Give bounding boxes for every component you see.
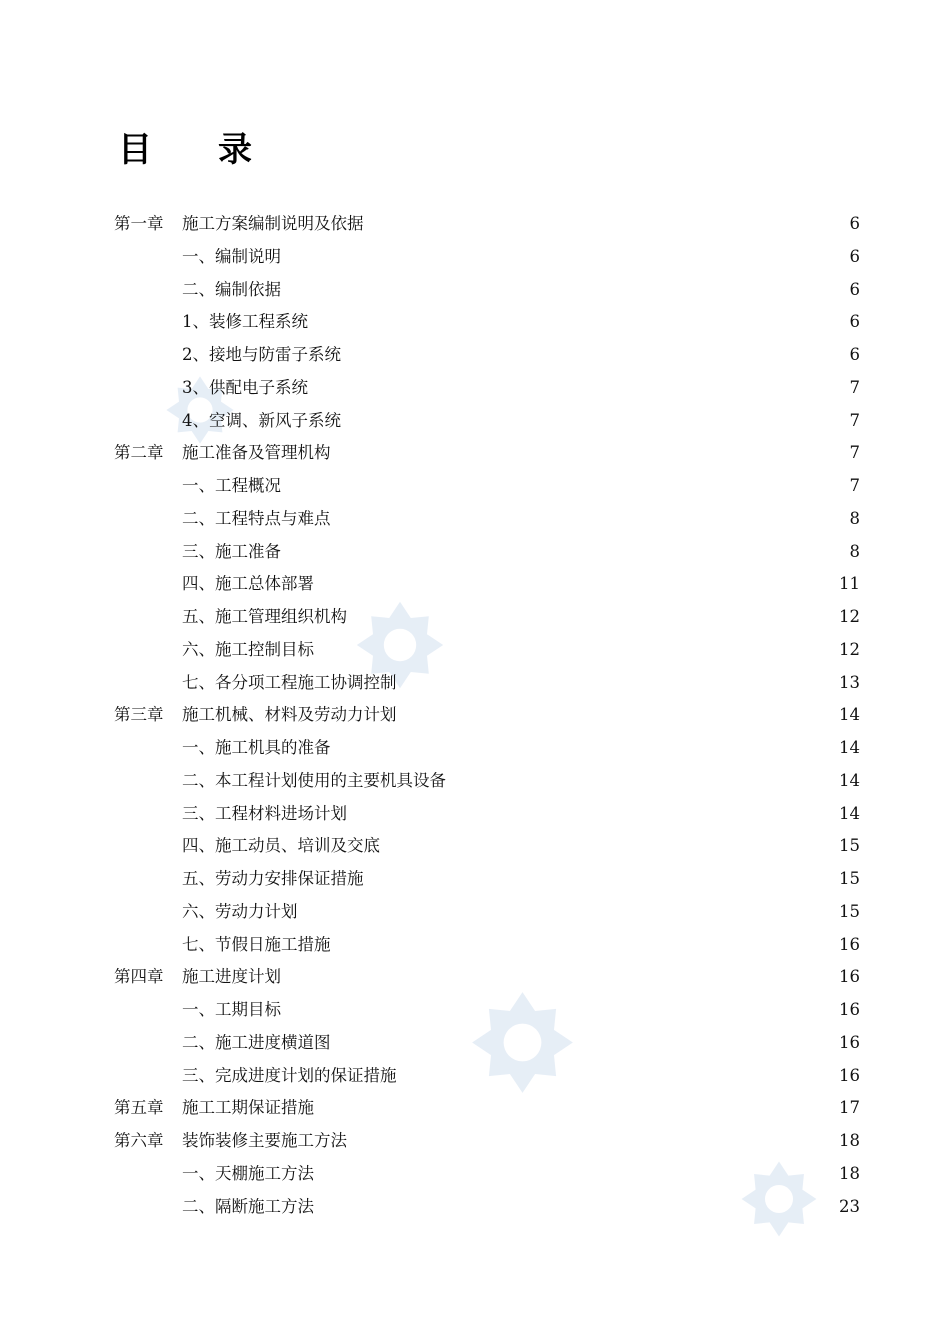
- page-title: [118, 122, 253, 171]
- toc-entry-number: 二、: [182, 1196, 215, 1216]
- toc-section-entry[interactable]: [182, 765, 860, 797]
- toc-entry-number: 四、: [182, 836, 215, 856]
- toc-section-entry[interactable]: [182, 929, 860, 961]
- toc-entry-number: 五、: [182, 607, 215, 626]
- toc-section-entry[interactable]: [182, 372, 860, 404]
- toc-page-number: 18: [839, 1131, 860, 1150]
- toc-entry-number: 二、: [182, 770, 215, 790]
- toc-entry-title: 天棚施工方法: [215, 1163, 314, 1183]
- toc-entry-number: 4、: [182, 410, 209, 430]
- toc-page-number: 14: [839, 770, 860, 790]
- toc-section-entry[interactable]: [182, 830, 860, 862]
- toc-page-number: 11: [839, 574, 860, 594]
- toc-entry-number: 第五章: [114, 1098, 164, 1118]
- toc-page-number: 17: [839, 1098, 860, 1118]
- toc-section-entry[interactable]: [182, 241, 860, 273]
- toc-entry-title: 节假日施工措施: [215, 934, 331, 954]
- toc-page-number: 7: [849, 410, 860, 430]
- toc-page-number: 6: [849, 246, 860, 266]
- toc-chapter-entry[interactable]: [114, 437, 860, 469]
- toc-page-number: 13: [839, 672, 860, 692]
- toc-entry-number: 一、: [182, 476, 215, 495]
- toc-entry-title: 施工机械、材料及劳动力计划: [182, 705, 397, 725]
- toc-dot-leader: [367, 208, 847, 240]
- toc-entry-title: 编制依据: [215, 279, 281, 299]
- toc-dot-leader: [311, 306, 847, 338]
- toc-entry-title: 工程材料进场计划: [215, 803, 347, 823]
- toc-page-number: 7: [849, 377, 860, 397]
- toc-dot-leader: [449, 765, 836, 797]
- toc-section-entry[interactable]: [182, 274, 860, 306]
- toc-entry-title: 施工机具的准备: [215, 738, 331, 757]
- toc-section-entry[interactable]: [182, 1060, 860, 1092]
- toc-entry-title: 施工进度横道图: [215, 1032, 331, 1052]
- toc-section-entry[interactable]: [182, 732, 860, 764]
- toc-page-number: 14: [839, 705, 860, 725]
- toc-entry-title: 空调、新风子系统: [209, 410, 341, 430]
- title-char-1: 目: [118, 130, 153, 170]
- toc-entry-number: 五、: [182, 869, 215, 888]
- toc-section-entry[interactable]: [182, 1158, 860, 1190]
- toc-section-entry[interactable]: [182, 798, 860, 830]
- toc-page-number: 16: [839, 1032, 860, 1052]
- toc-entry-number: 一、: [182, 738, 215, 757]
- toc-entry-number: 二、: [182, 508, 215, 528]
- toc-section-entry[interactable]: [182, 863, 860, 895]
- toc-entry-title: 施工准备: [215, 541, 281, 561]
- toc-chapter-entry[interactable]: [114, 961, 860, 993]
- toc-section-entry[interactable]: [182, 896, 860, 928]
- toc-entry-title: 施工方案编制说明及依据: [182, 214, 364, 233]
- toc-dot-leader: [317, 1158, 836, 1190]
- toc-page-number: 18: [839, 1163, 860, 1183]
- toc-dot-leader: [334, 929, 837, 961]
- toc-dot-leader: [350, 601, 836, 633]
- toc-entry-number: 三、: [182, 541, 215, 561]
- toc-page-number: 6: [849, 279, 860, 299]
- toc-page-number: 15: [839, 869, 860, 888]
- toc-dot-leader: [284, 470, 847, 502]
- toc-entry-title: 劳动力计划: [215, 901, 298, 921]
- toc-entry-number: 2、: [182, 345, 209, 364]
- toc-entry-number: 一、: [182, 1000, 215, 1019]
- title-char-2: 录: [218, 130, 253, 170]
- toc-entry-title: 本工程计划使用的主要机具设备: [215, 770, 446, 790]
- toc-dot-leader: [334, 732, 837, 764]
- toc-section-entry[interactable]: [182, 568, 860, 600]
- toc-entry-title: 完成进度计划的保证措施: [215, 1065, 397, 1085]
- toc-dot-leader: [311, 372, 847, 404]
- toc-section-entry[interactable]: [182, 536, 860, 568]
- toc-entry-title: 施工总体部署: [215, 574, 314, 594]
- toc-chapter-entry[interactable]: [114, 208, 860, 240]
- toc-entry-title: 工期目标: [215, 1000, 281, 1019]
- toc-dot-leader: [284, 274, 847, 306]
- toc-entry-number: 四、: [182, 574, 215, 594]
- toc-page-number: 7: [849, 443, 860, 463]
- toc-entry-number: 六、: [182, 639, 215, 659]
- toc-section-entry[interactable]: [182, 1191, 860, 1223]
- toc-dot-leader: [383, 830, 836, 862]
- toc-entry-number: 第六章: [114, 1131, 164, 1150]
- toc-entry-title: 工程概况: [215, 476, 281, 495]
- toc-dot-leader: [400, 1060, 837, 1092]
- toc-page-number: 15: [839, 901, 860, 921]
- toc-dot-leader: [317, 634, 836, 666]
- toc-page-number: 6: [849, 345, 860, 364]
- toc-entry-title: 装饰装修主要施工方法: [182, 1131, 347, 1150]
- toc-entry-title: 接地与防雷子系统: [209, 345, 341, 364]
- toc-entry-title: 施工准备及管理机构: [182, 443, 331, 463]
- toc-entry-title: 供配电子系统: [209, 377, 308, 397]
- toc-entry-title: 工程特点与难点: [215, 508, 331, 528]
- toc-page-number: 14: [839, 738, 860, 757]
- toc-page-number: 6: [849, 312, 860, 332]
- toc-entry-number: 第三章: [114, 705, 164, 725]
- toc-dot-leader: [317, 568, 836, 600]
- toc-page-number: 8: [849, 541, 860, 561]
- toc-chapter-entry[interactable]: [114, 699, 860, 731]
- toc-section-entry[interactable]: [182, 339, 860, 371]
- toc-dot-leader: [367, 863, 837, 895]
- toc-entry-title: 隔断施工方法: [215, 1196, 314, 1216]
- toc-dot-leader: [284, 961, 836, 993]
- toc-section-entry[interactable]: [182, 1027, 860, 1059]
- toc-chapter-entry[interactable]: [114, 1092, 860, 1124]
- toc-dot-leader: [301, 896, 837, 928]
- toc-page-number: 16: [839, 934, 860, 954]
- toc-entry-number: 七、: [182, 934, 215, 954]
- toc-section-entry[interactable]: [182, 503, 860, 535]
- toc-dot-leader: [344, 339, 847, 371]
- toc-entry-number: 三、: [182, 1065, 215, 1085]
- toc-entry-title: 编制说明: [215, 246, 281, 266]
- toc-page-number: 16: [839, 967, 860, 987]
- toc-page-number: 14: [839, 803, 860, 823]
- toc-dot-leader: [284, 241, 847, 273]
- toc-entry-number: 三、: [182, 803, 215, 823]
- toc-dot-leader: [334, 437, 847, 469]
- toc-page-number: 12: [839, 607, 860, 626]
- toc-entry-title: 施工动员、培训及交底: [215, 836, 380, 856]
- toc-entry-number: 一、: [182, 1163, 215, 1183]
- toc-entry-number: 第一章: [114, 214, 164, 233]
- toc-page-number: 16: [839, 1065, 860, 1085]
- toc-dot-leader: [334, 1027, 837, 1059]
- toc-entry-title: 施工工期保证措施: [182, 1098, 314, 1118]
- toc-entry-title: 施工控制目标: [215, 639, 314, 659]
- toc-entry-number: 二、: [182, 1032, 215, 1052]
- toc-section-entry[interactable]: [182, 470, 860, 502]
- toc-section-entry[interactable]: [182, 994, 860, 1026]
- toc-entry-number: 3、: [182, 377, 209, 397]
- toc-page-number: 12: [839, 639, 860, 659]
- toc-entry-number: 二、: [182, 279, 215, 299]
- toc-entry-title: 各分项工程施工协调控制: [215, 672, 397, 692]
- toc-section-entry[interactable]: [182, 601, 860, 633]
- toc-entry-number: 第四章: [114, 967, 164, 987]
- toc-dot-leader: [344, 405, 847, 437]
- toc-page-number: 15: [839, 836, 860, 856]
- toc-dot-leader: [350, 798, 836, 830]
- toc-entry-number: 第二章: [114, 443, 164, 463]
- toc-entry-title: 装修工程系统: [209, 312, 308, 332]
- toc-section-entry[interactable]: [182, 634, 860, 666]
- toc-entry-title: 施工管理组织机构: [215, 607, 347, 626]
- toc-page-number: 6: [849, 214, 860, 233]
- toc-dot-leader: [284, 536, 847, 568]
- toc-dot-leader: [350, 1125, 836, 1157]
- toc-entry-number: 1、: [182, 312, 209, 332]
- toc-page-number: 8: [849, 508, 860, 528]
- toc-dot-leader: [334, 503, 847, 535]
- toc-dot-leader: [317, 1092, 836, 1124]
- toc-dot-leader: [400, 667, 837, 699]
- toc-entry-number: 一、: [182, 246, 215, 266]
- toc-dot-leader: [284, 994, 836, 1026]
- toc-entry-number: 六、: [182, 901, 215, 921]
- toc-dot-leader: [317, 1191, 836, 1223]
- toc-section-entry[interactable]: [182, 667, 860, 699]
- toc-chapter-entry[interactable]: [114, 1125, 860, 1157]
- toc-entry-title: 施工进度计划: [182, 967, 281, 987]
- toc-page-number: 16: [839, 1000, 860, 1019]
- toc-section-entry[interactable]: [182, 405, 860, 437]
- toc-page-number: 7: [849, 476, 860, 495]
- toc-entry-number: 七、: [182, 672, 215, 692]
- toc-section-entry[interactable]: [182, 306, 860, 338]
- toc-entry-title: 劳动力安排保证措施: [215, 869, 364, 888]
- toc-dot-leader: [400, 699, 837, 731]
- toc-page-number: 23: [839, 1196, 860, 1216]
